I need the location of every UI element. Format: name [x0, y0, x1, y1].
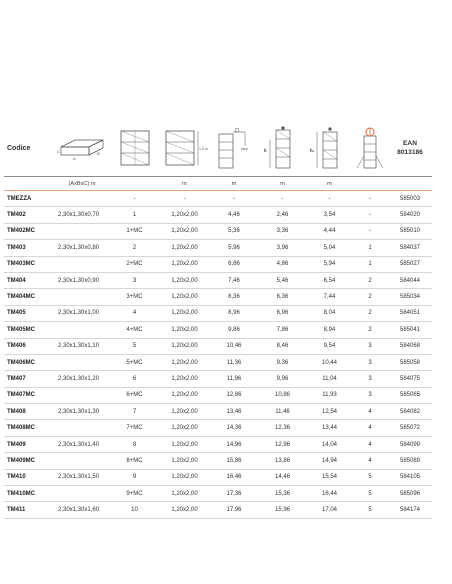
outrigger-stabilizer-icon — [352, 120, 388, 177]
frames-cell: 9 — [110, 469, 159, 485]
frames-cell: 9+MC — [110, 486, 159, 502]
frames-cell: 4+MC — [110, 322, 159, 338]
frames-cell: 8+MC — [110, 453, 159, 469]
step-label: step — [241, 147, 248, 151]
stabilizers-cell: 4 — [352, 404, 388, 420]
table-row — [4, 272, 432, 288]
tower-height-cell: 13,86 — [258, 453, 307, 469]
ean-cell: 585034 — [388, 289, 432, 305]
code-cell: TM409MC — [4, 453, 54, 469]
stabilizers-cell: - — [352, 191, 388, 207]
ean-cell: 584174 — [388, 502, 432, 518]
tower-height-cell: 3,96 — [258, 240, 307, 256]
platform-cell: 1,20x2,00 — [159, 436, 210, 452]
dimensions-cell — [54, 486, 110, 502]
tower-height-cell: 4,86 — [258, 256, 307, 272]
tower-height-cell: 10,86 — [258, 387, 307, 403]
stabilizers-cell: 2 — [352, 305, 388, 321]
ean-cell: 585010 — [388, 223, 432, 239]
unit-cell-ean — [388, 177, 432, 191]
platform-cell: 1,20x2,00 — [159, 223, 210, 239]
frames-cell: 5 — [110, 338, 159, 354]
frames-cell: 1 — [110, 207, 159, 223]
tower-height-icon — [258, 120, 307, 177]
dimensions-cell: 2,30x1,30x1,40 — [54, 436, 110, 452]
tower-height-cell: 6,96 — [258, 305, 307, 321]
tower-height-cell: 12,96 — [258, 436, 307, 452]
ean-label: EAN — [403, 140, 417, 147]
frames-cell: 3 — [110, 272, 159, 288]
code-cell: TM406 — [4, 338, 54, 354]
code-cell: TM408 — [4, 404, 54, 420]
frames-cell: 7+MC — [110, 420, 159, 436]
code-cell: TM405MC — [4, 322, 54, 338]
code-cell: TM404 — [4, 272, 54, 288]
frames-cell: 2 — [110, 240, 159, 256]
stabilizers-cell: 2 — [352, 322, 388, 338]
height-cell: 6,86 — [210, 256, 258, 272]
scaffold-stairs-icon — [210, 120, 258, 177]
table-row — [4, 207, 432, 223]
code-cell: TM402MC — [4, 223, 54, 239]
table-row — [4, 436, 432, 452]
table-row — [4, 453, 432, 469]
working-height-cell: 10,44 — [307, 354, 352, 370]
working-height-cell: 5,04 — [307, 240, 352, 256]
platform-cell: 1,20x2,00 — [159, 469, 210, 485]
tower-height-cell: 9,96 — [258, 371, 307, 387]
dimensions-cell — [54, 223, 110, 239]
code-cell: TMEZZA — [4, 191, 54, 207]
height-cell: 14,36 — [210, 420, 258, 436]
stabilizers-cell: 4 — [352, 436, 388, 452]
stabilizers-cell: 2 — [352, 272, 388, 288]
working-height-cell: 5,94 — [307, 256, 352, 272]
code-cell: TM402 — [4, 207, 54, 223]
height-cell: 16,46 — [210, 469, 258, 485]
working-height-cell: 3,54 — [307, 207, 352, 223]
ean-cell: 585089 — [388, 453, 432, 469]
tower-height-cell: 9,36 — [258, 354, 307, 370]
table-row — [4, 486, 432, 502]
table-row — [4, 371, 432, 387]
stabilizers-cell: 1 — [352, 240, 388, 256]
platform-dimensions-icon — [54, 120, 110, 177]
dimensions-cell — [54, 420, 110, 436]
table-row — [4, 191, 432, 207]
tower-height-cell: 11,46 — [258, 404, 307, 420]
dimensions-cell — [54, 289, 110, 305]
frames-cell: 5+MC — [110, 354, 159, 370]
code-cell: TM410MC — [4, 486, 54, 502]
stabilizers-cell: 5 — [352, 502, 388, 518]
platform-cell: 1,20x2,00 — [159, 387, 210, 403]
platform-cell: 1,20x2,00 — [159, 354, 210, 370]
tower-height-cell: 15,96 — [258, 502, 307, 518]
height-cell: 17,96 — [210, 502, 258, 518]
code-cell: TM403 — [4, 240, 54, 256]
height-cell: 13,46 — [210, 404, 258, 420]
height-cell: 12,86 — [210, 387, 258, 403]
ean-cell: 585003 — [388, 191, 432, 207]
code-cell: TM409 — [4, 436, 54, 452]
ean-cell: 584075 — [388, 371, 432, 387]
working-height-cell: 11,04 — [307, 371, 352, 387]
header-row — [4, 120, 432, 177]
dimensions-cell: 2,30x1,30x1,20 — [54, 371, 110, 387]
frames-cell: 4 — [110, 305, 159, 321]
code-cell: TM406MC — [4, 354, 54, 370]
tower-working-height-icon — [307, 120, 352, 177]
unit-cell-platform: m — [159, 177, 210, 191]
table-row — [4, 420, 432, 436]
platform-cell: 1,20x2,00 — [159, 207, 210, 223]
stabilizers-cell: - — [352, 207, 388, 223]
platform-cell: 1,20x2,00 — [159, 404, 210, 420]
height-cell: 15,86 — [210, 453, 258, 469]
height-cell: 11,96 — [210, 371, 258, 387]
ean-header — [388, 120, 432, 177]
frames-cell: 3+MC — [110, 289, 159, 305]
ean-cell: 585027 — [388, 256, 432, 272]
platform-cell: 1,20x2,00 — [159, 289, 210, 305]
stabilizers-cell: 3 — [352, 354, 388, 370]
height-cell: 9,86 — [210, 322, 258, 338]
working-height-cell: 17,04 — [307, 502, 352, 518]
tower-height-cell: 12,36 — [258, 420, 307, 436]
platform-cell: 1,20x2,00 — [159, 305, 210, 321]
table-body — [4, 191, 432, 519]
dim-b-label: B — [97, 151, 100, 156]
platform-cell: 1,20x2,00 — [159, 338, 210, 354]
platform-cell: 1,20x2,00 — [159, 272, 210, 288]
ean-cell: 585065 — [388, 387, 432, 403]
stabilizers-cell: 5 — [352, 469, 388, 485]
dimensions-cell — [54, 387, 110, 403]
platform-cell: 1,20x2,00 — [159, 240, 210, 256]
frames-cell: 2+MC — [110, 256, 159, 272]
ean-cell: 584051 — [388, 305, 432, 321]
table-row — [4, 322, 432, 338]
ean-cell: 584020 — [388, 207, 432, 223]
tower-height-cell: 3,36 — [258, 223, 307, 239]
dimensions-cell: 2,30x1,30x0,80 — [54, 240, 110, 256]
stabilizers-cell: 1 — [352, 256, 388, 272]
working-height-cell: 4,44 — [307, 223, 352, 239]
scaffold-frame-icon — [110, 120, 159, 177]
platform-cell: 1,20x2,00 — [159, 420, 210, 436]
platform-cell: - — [159, 191, 210, 207]
ean-cell: 585041 — [388, 322, 432, 338]
working-height-cell: 14,04 — [307, 436, 352, 452]
ean-cell: 584105 — [388, 469, 432, 485]
ean-cell: 584082 — [388, 404, 432, 420]
tower-height-cell: 2,46 — [258, 207, 307, 223]
dimensions-cell: 2,30x1,30x1,10 — [54, 338, 110, 354]
stabilizers-cell: 4 — [352, 453, 388, 469]
code-cell: TM405 — [4, 305, 54, 321]
table-row — [4, 387, 432, 403]
height-cell: - — [210, 191, 258, 207]
stabilizers-cell: 3 — [352, 371, 388, 387]
table-row — [4, 338, 432, 354]
working-height-cell: 9,54 — [307, 338, 352, 354]
height-cell: 5,96 — [210, 240, 258, 256]
dimensions-cell: 2,30x1,30x1,30 — [54, 404, 110, 420]
dimensions-cell: 2,30x1,30x0,90 — [54, 272, 110, 288]
frames-cell: 1+MC — [110, 223, 159, 239]
height-cell: 10,46 — [210, 338, 258, 354]
working-height-cell: - — [307, 191, 352, 207]
table-row — [4, 289, 432, 305]
code-cell: TM411 — [4, 502, 54, 518]
frames-cell: 6 — [110, 371, 159, 387]
code-cell: TM410 — [4, 469, 54, 485]
table-row — [4, 469, 432, 485]
code-cell: TM408MC — [4, 420, 54, 436]
working-height-cell: 13,44 — [307, 420, 352, 436]
ean-cell: 584099 — [388, 436, 432, 452]
dimensions-cell: 2,30x1,30x1,60 — [54, 502, 110, 518]
frames-cell: 7 — [110, 404, 159, 420]
dimensions-cell — [54, 453, 110, 469]
table-row — [4, 223, 432, 239]
dim-c-label: C — [57, 149, 60, 154]
stabilizers-cell: 4 — [352, 420, 388, 436]
tower-height-cell: 7,86 — [258, 322, 307, 338]
unit-cell-code — [4, 177, 54, 191]
stabilizers-cell: - — [352, 223, 388, 239]
frames-cell: 8 — [110, 436, 159, 452]
stabilizers-cell: 3 — [352, 387, 388, 403]
height-cell: 5,36 — [210, 223, 258, 239]
table-row — [4, 404, 432, 420]
unit-cell-working-height: m — [307, 177, 352, 191]
ean-cell: 584037 — [388, 240, 432, 256]
platform-cell: 1,20x2,00 — [159, 371, 210, 387]
dimensions-cell — [54, 322, 110, 338]
tower-height-cell: - — [258, 191, 307, 207]
dimensions-cell — [54, 191, 110, 207]
ean-cell: 585058 — [388, 354, 432, 370]
height-cell: 4,46 — [210, 207, 258, 223]
code-cell: TM407MC — [4, 387, 54, 403]
platform-cell: 1,20x2,00 — [159, 322, 210, 338]
tower-height-cell: 15,36 — [258, 486, 307, 502]
frames-cell: 6+MC — [110, 387, 159, 403]
unit-cell-height: m — [210, 177, 258, 191]
height-cell: 14,96 — [210, 436, 258, 452]
dimensions-cell — [54, 354, 110, 370]
ean-cell: 585096 — [388, 486, 432, 502]
working-height-cell: 14,94 — [307, 453, 352, 469]
code-header: Codice — [4, 120, 54, 177]
unit-cell-dimensions: (AxBxC) m — [54, 177, 110, 191]
height-cell: 8,36 — [210, 289, 258, 305]
table-row — [4, 502, 432, 518]
working-height-cell: 8,04 — [307, 305, 352, 321]
scaffold-spec-table — [4, 120, 432, 519]
ean-prefix: 8013186 — [397, 149, 423, 156]
table-row — [4, 256, 432, 272]
working-height-cell: 15,54 — [307, 469, 352, 485]
units-row — [4, 177, 432, 191]
h1-mark-label: h₁ — [309, 148, 314, 153]
working-height-cell: 12,54 — [307, 404, 352, 420]
code-cell: TM407 — [4, 371, 54, 387]
working-height-cell: 6,54 — [307, 272, 352, 288]
height-cell: 7,46 — [210, 272, 258, 288]
tower-height-cell: 5,46 — [258, 272, 307, 288]
platform-cell: 1,20x2,00 — [159, 453, 210, 469]
stabilizers-cell: 3 — [352, 338, 388, 354]
stabilizers-cell: 5 — [352, 486, 388, 502]
ean-cell: 584068 — [388, 338, 432, 354]
platform-cell: 1,20x2,00 — [159, 486, 210, 502]
frames-cell: - — [110, 191, 159, 207]
tower-height-cell: 8,46 — [258, 338, 307, 354]
unit-cell-tower-height: m — [258, 177, 307, 191]
table-row — [4, 354, 432, 370]
dimensions-cell — [54, 256, 110, 272]
code-cell: TM404MC — [4, 289, 54, 305]
height-cell: 11,36 — [210, 354, 258, 370]
working-height-cell: 8,94 — [307, 322, 352, 338]
table-row — [4, 305, 432, 321]
scaffold-spec-table-container — [4, 120, 432, 519]
stabilizers-cell: 2 — [352, 289, 388, 305]
height-cell: 8,96 — [210, 305, 258, 321]
height-mark-label: 1,5 m — [198, 147, 208, 151]
height-cell: 17,36 — [210, 486, 258, 502]
platform-cell: 1,20x2,00 — [159, 502, 210, 518]
code-cell: TM403MC — [4, 256, 54, 272]
unit-cell-stabilizers — [352, 177, 388, 191]
working-height-cell: 7,44 — [307, 289, 352, 305]
working-height-cell: 11,93 — [307, 387, 352, 403]
tower-height-cell: 14,46 — [258, 469, 307, 485]
working-height-cell: 16,44 — [307, 486, 352, 502]
dimensions-cell: 2,30x1,30x0,70 — [54, 207, 110, 223]
platform-cell: 1,20x2,00 — [159, 256, 210, 272]
unit-cell-frames — [110, 177, 159, 191]
dim-a-label: A — [73, 156, 76, 161]
h-mark-label: h — [263, 148, 267, 153]
ean-cell: 584044 — [388, 272, 432, 288]
scaffold-frame-height-icon — [159, 120, 210, 177]
table-row — [4, 240, 432, 256]
frames-cell: 10 — [110, 502, 159, 518]
dimensions-cell: 2,30x1,30x1,50 — [54, 469, 110, 485]
dimensions-cell: 2,30x1,30x1,00 — [54, 305, 110, 321]
ean-cell: 585072 — [388, 420, 432, 436]
tower-height-cell: 6,36 — [258, 289, 307, 305]
